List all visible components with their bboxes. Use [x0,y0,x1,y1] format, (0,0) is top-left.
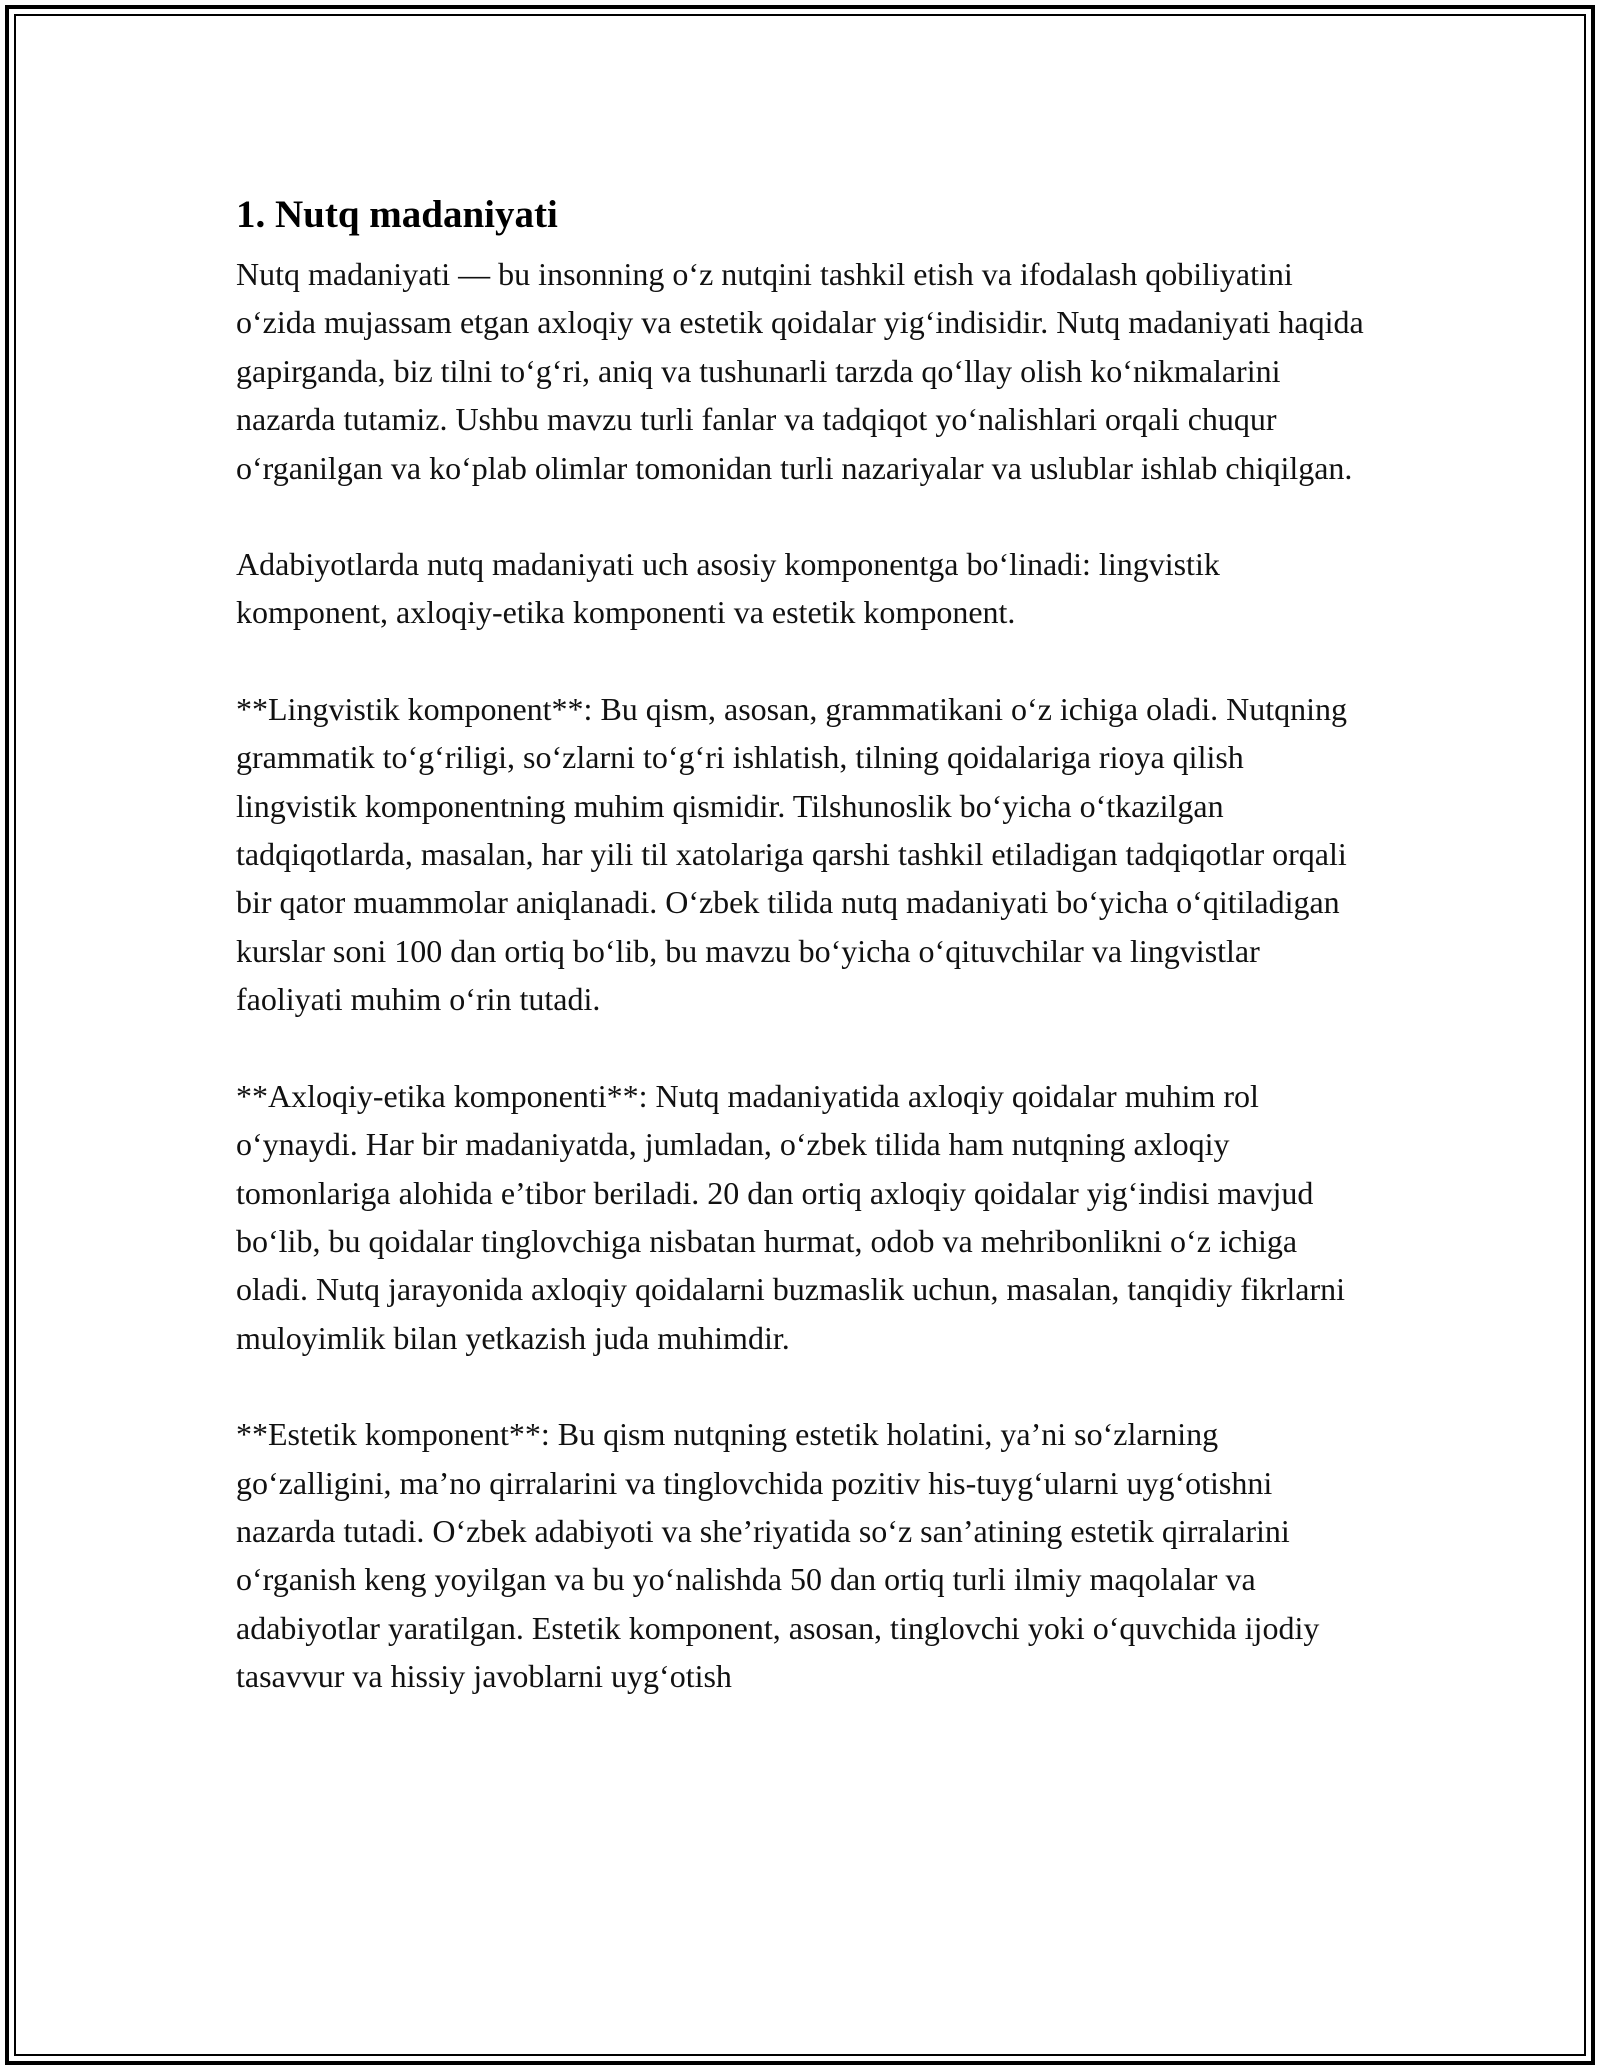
paragraph-intro: Nutq madaniyati — bu insonning o‘z nutqini tashkil etish va ifodalash qobiliyatini o‘zida mujassam etgan axloqiy va estetik qoidalar yig‘indisidir. Nutq madaniyati haqida gapirganda, biz tilni to‘g‘ri, aniq va tushunarli tarzda qo‘llay olish ko‘nikmalarini nazarda tutamiz. Ushbu mavzu turli fanlar va tadqiqot yo‘nalishlari orqali chuqur o‘rganilgan va ko‘plab olimlar tomonidan turli nazariyalar va uslublar ishlab chiqilgan. [236,256,1364,486]
paragraph-ethical-component: **Axloqiy-etika komponenti**: Nutq madaniyatida axloqiy qoidalar muhim rol o‘ynaydi. Har bir madaniyatda, jumladan, o‘zbek tilida ham nutqning axloqiy tomonlariga alohida e’tibor beriladi. 20 dan ortiq axloqiy qoidalar yig‘indisi mavjud bo‘lib, bu qoidalar tinglovchiga nisbatan hurmat, odob va mehribonlikni o‘z ichiga oladi. Nutq jarayonida axloqiy qoidalarni buzmaslik uchun, masalan, tanqidiy fikrlarni muloyimlik bilan yetkazish juda muhimdir. [236,1077,1346,1356]
paragraph-components-overview: Adabiyotlarda nutq madaniyati uch asosiy komponentga bo‘linadi: lingvistik komponent, axloqiy-etika komponenti va estetik komponent. [236,546,1220,631]
paragraph-linguistic-component: **Lingvistik komponent**: Bu qism, asosan, grammatikani o‘z ichiga oladi. Nutqning grammatik to‘g‘riligi, so‘zlarni to‘g‘ri ishlatish, tilning qoidalariga rioya qilish lingvistik komponentning muhim qismidir. Tilshunoslik bo‘yicha o‘tkazilgan tadqiqotlarda, masalan, har yili til xatolariga qarshi tashkil etiladigan tadqiqotlar orqali bir qator muammolar aniqlanadi. O‘zbek tilida nutq madaniyati bo‘yicha o‘qitiladigan kurslar soni 100 dan ortiq bo‘lib, bu mavzu bo‘yicha o‘qituvchilar va lingvistlar faoliyati muhim o‘rin tutadi. [236,690,1347,1018]
document-body [236,182,1372,1749]
section-heading: 1. Nutq madaniyati [236,193,558,236]
paragraph-aesthetic-component: **Estetik komponent**: Bu qism nutqning estetik holatini, ya’ni so‘zlarning go‘zalligini, ma’no qirralarini va tinglovchida pozitiv his-tuyg‘ularni uyg‘otishni nazarda tutadi. O‘zbek adabiyoti va she’riyatida so‘z san’atining estetik qirralarini o‘rganish keng yoyilgan va bu yo‘nalishda 50 dan ortiq turli ilmiy maqolalar va adabiyotlar yaratilgan. Estetik komponent, asosan, tinglovchi yoki o‘quvchida ijodiy tasavvur va hissiy javoblarni uyg‘otish [236,1416,1320,1695]
